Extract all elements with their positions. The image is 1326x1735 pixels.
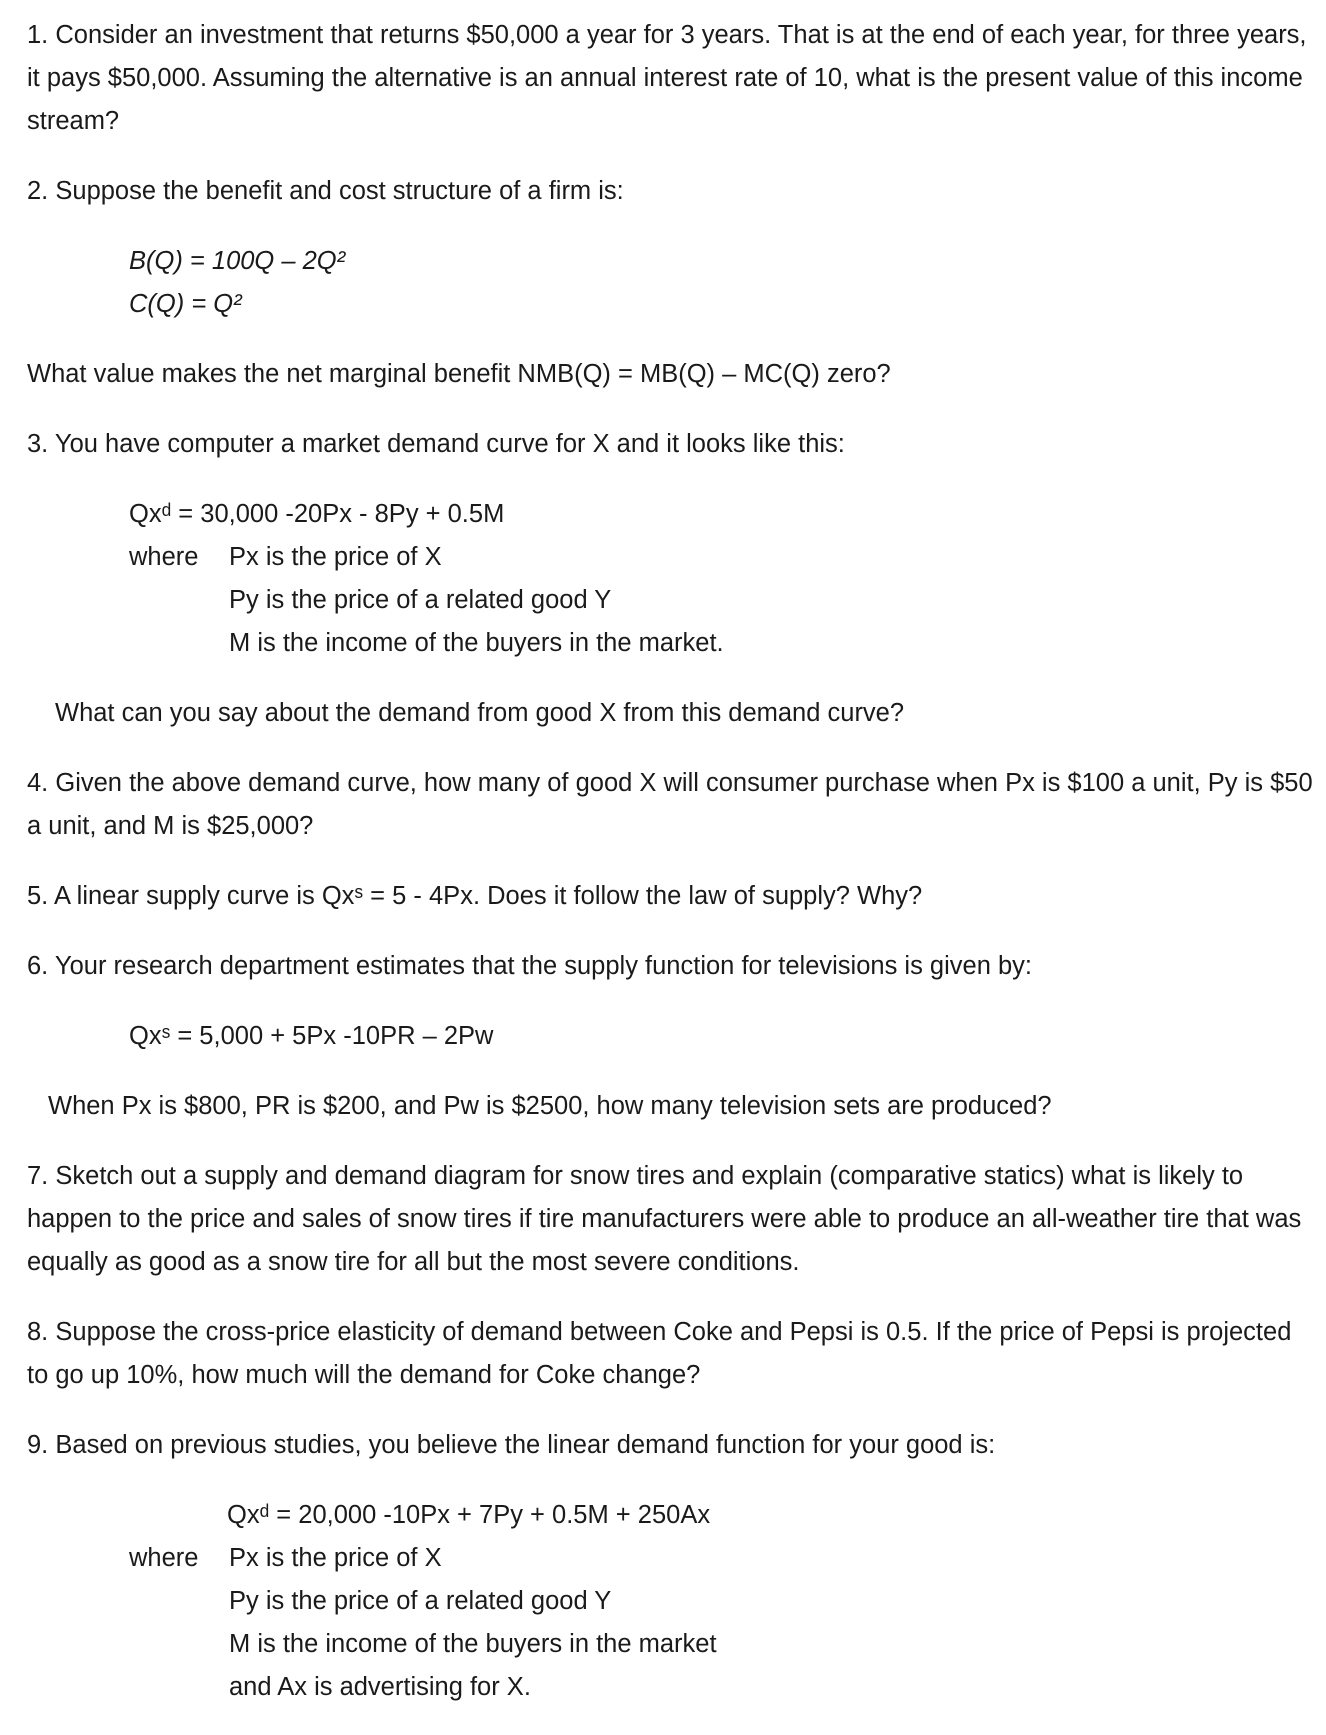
question-3-question: What can you say about the demand from good X from this demand curve? [55, 699, 905, 727]
question-8 [27, 1311, 1317, 1397]
question-3-def-px: Px is the price of X [229, 543, 442, 571]
question-3-intro-text: You have computer a market demand curve for X and it looks like this: [54, 430, 845, 458]
question-2-cost-equation: C(Q) = Q² [129, 290, 242, 318]
question-1 [27, 14, 1317, 143]
question-7-number: 7. [27, 1162, 49, 1190]
question-2-benefit-equation: B(Q) = 100Q – 2Q² [129, 247, 346, 275]
question-3-demand-equation: Qxᵈ = 30,000 -20Px - 8Py + 0.5M [129, 500, 505, 528]
question-9-def-ax: and Ax is advertising for X. [229, 1673, 531, 1701]
question-9-def-py: Py is the price of a related good Y [229, 1587, 612, 1615]
question-8-text: Suppose the cross-price elasticity of demand between Coke and Pepsi is 0.5. If the price of Pepsi is projected to go up 10%, how much will the demand for Coke change? [27, 1318, 1292, 1389]
question-9-def-m: M is the income of the buyers in the market [229, 1630, 717, 1658]
question-6-question: When Px is $800, PR is $200, and Pw is $2500, how many television sets are produced? [48, 1092, 1052, 1120]
question-5-number: 5. [27, 882, 49, 910]
question-9-intro-text: Based on previous studies, you believe the linear demand function for your good is: [55, 1431, 996, 1459]
question-3-where-label: where [129, 543, 199, 571]
question-7-text: Sketch out a supply and demand diagram for snow tires and explain (comparative statics) what is likely to happen to the price and sales of snow tires if tire manufacturers were able to produce an all-weather tire that was equally as good as a snow tire for all but the most severe conditions. [27, 1162, 1302, 1276]
question-9-demand-equation: Qxᵈ = 20,000 -10Px + 7Py + 0.5M + 250Ax [227, 1501, 711, 1529]
question-4-text: Given the above demand curve, how many of good X will consumer purchase when Px is $100 a unit, Py is $50 a unit, and M is $25,000? [27, 769, 1313, 840]
question-6-intro-text: Your research department estimates that the supply function for televisions is given by: [54, 952, 1032, 980]
question-2-number: 2. [27, 177, 49, 205]
question-9-def-px: Px is the price of X [229, 1544, 442, 1572]
question-3-where-row [27, 536, 1326, 579]
question-9-where-label: where [129, 1544, 199, 1572]
question-6-number: 6. [27, 952, 49, 980]
question-5-text: A linear supply curve is Qxˢ = 5 - 4Px. Does it follow the law of supply? Why? [53, 882, 923, 910]
question-1-number: 1. [27, 21, 49, 49]
question-5 [27, 875, 1317, 918]
question-2-intro-text: Suppose the benefit and cost structure of a firm is: [55, 177, 624, 205]
question-9-intro [27, 1424, 1326, 1467]
question-7 [27, 1155, 1317, 1284]
question-2-question: What value makes the net marginal benefit NMB(Q) = MB(Q) – MC(Q) zero? [27, 360, 891, 388]
question-3-def-py: Py is the price of a related good Y [229, 586, 612, 614]
question-3-def-m: M is the income of the buyers in the market. [229, 629, 724, 657]
question-2-intro [27, 170, 1326, 213]
question-4 [27, 762, 1317, 848]
question-9-where-row [27, 1537, 1326, 1580]
question-9-number: 9. [27, 1431, 49, 1459]
question-1-text: Consider an investment that returns $50,000 a year for 3 years. That is at the end of each year, for three years, it pays $50,000. Assuming the alternative is an annual interest rate of 10, what is the present value of this income stream? [27, 21, 1307, 135]
question-6-supply-equation: Qxˢ = 5,000 + 5Px -10PR – 2Pw [129, 1022, 494, 1050]
question-4-number: 4. [27, 769, 49, 797]
question-3-intro [27, 423, 1326, 466]
question-6-intro [27, 945, 1326, 988]
question-8-number: 8. [27, 1318, 49, 1346]
question-3-number: 3. [27, 430, 49, 458]
